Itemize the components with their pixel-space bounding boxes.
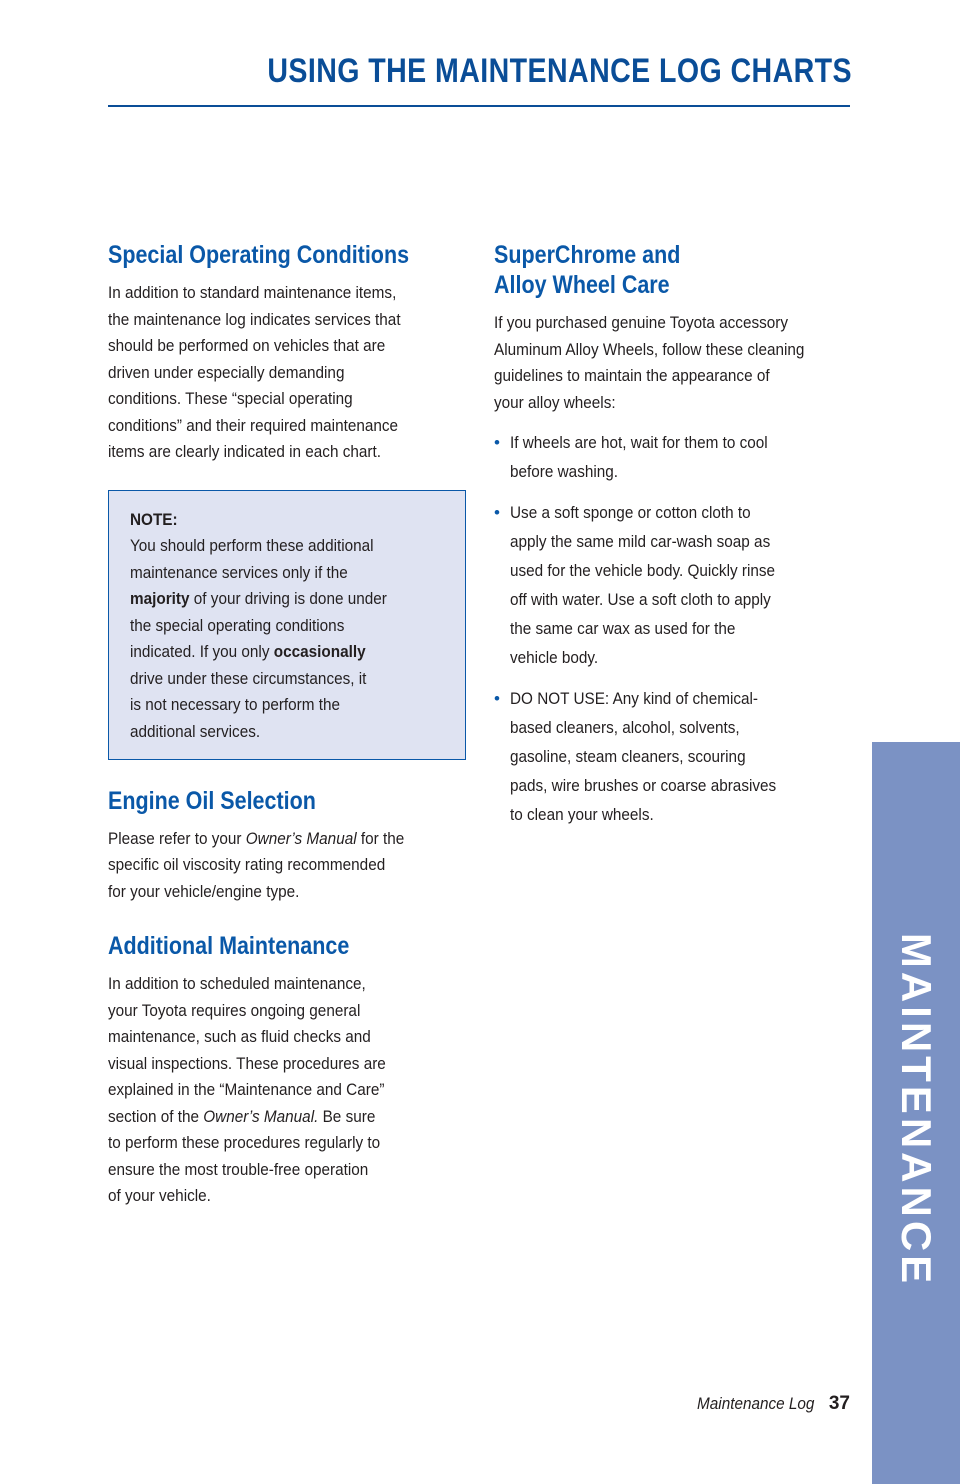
engine-oil-text — [108, 826, 432, 906]
wheel-care-section — [494, 240, 854, 829]
text-line: If you purchased genuine Toyota accessory — [494, 313, 789, 332]
text-line: specific oil viscosity rating recommended — [108, 855, 386, 874]
note-text — [130, 533, 432, 745]
note-line: drive under these circumstances, it — [130, 668, 367, 688]
footer-label: Maintenance Log — [697, 1394, 815, 1413]
heading-line: Alloy Wheel Care — [494, 271, 670, 299]
heading-line: SuperChrome and — [494, 241, 681, 269]
text-line: to perform these procedures regularly to — [108, 1133, 381, 1152]
special-conditions-text — [108, 280, 432, 466]
text-line: ensure the most trouble-free operation — [108, 1159, 369, 1179]
left-column — [108, 240, 468, 1210]
manual-reference: Owner’s Manual. — [203, 1106, 319, 1126]
page-number: 37 — [828, 1393, 850, 1414]
text-line: your Toyota requires ongoing general — [108, 1000, 361, 1020]
text-pre: Please refer to your — [108, 828, 246, 848]
text-line: If wheels are hot, wait for them to cool — [510, 433, 768, 452]
engine-oil-section — [108, 786, 468, 906]
engine-oil-heading: Engine Oil Selection — [108, 786, 316, 815]
text-line: vehicle body. — [510, 648, 599, 667]
note-line — [130, 639, 432, 666]
text-line: visual inspections. These procedures are — [108, 1053, 386, 1073]
manual-reference: Owner’s Manual — [245, 828, 357, 848]
section-tab-label: MAINTENANCE — [893, 932, 940, 1288]
right-column — [494, 240, 854, 841]
text-line — [108, 826, 432, 853]
note-emphasis: occasionally — [273, 642, 366, 661]
text-line: Use a soft sponge or cotton cloth to — [510, 503, 751, 522]
special-conditions-heading: Special Operating Conditions — [108, 241, 410, 269]
wheel-care-list — [494, 428, 854, 829]
text-line: maintenance, such as fluid checks and — [108, 1027, 371, 1046]
note-line: additional services. — [130, 721, 261, 741]
text-line — [108, 1104, 432, 1131]
title-rule — [108, 105, 850, 107]
list-item — [494, 684, 854, 829]
bullet-icon: • — [494, 503, 500, 522]
text-line: conditions” and their required maintenance — [108, 415, 399, 435]
text-line: DO NOT USE: Any kind of chemical- — [510, 689, 759, 708]
note-line-rest: of your driving is done under — [189, 589, 387, 608]
text-pre: section of the — [108, 1106, 204, 1126]
text-line: In addition to standard maintenance items, — [108, 283, 397, 302]
wheel-care-heading — [494, 240, 804, 300]
text-line: items are clearly indicated in each chart. — [108, 442, 381, 461]
list-item — [494, 428, 854, 486]
page-title: USING THE MAINTENANCE LOG CHARTS — [267, 52, 852, 90]
note-line: is not necessary to perform the — [130, 695, 341, 714]
text-line: conditions. These “special operating — [108, 389, 353, 408]
bullet-icon: • — [494, 689, 500, 708]
note-line: You should perform these additional — [130, 536, 374, 555]
text-post: for the — [356, 828, 405, 848]
text-line: based cleaners, alcohol, solvents, — [510, 718, 740, 737]
text-line: before washing. — [510, 462, 619, 481]
text-line: pads, wire brushes or coarse abrasives — [510, 776, 777, 795]
text-line: used for the vehicle body. Quickly rinse — [510, 561, 776, 580]
text-line: the same car wax as used for the — [510, 619, 736, 638]
note-label: NOTE: — [130, 509, 178, 529]
text-line: of your vehicle. — [108, 1186, 211, 1205]
list-item-text — [510, 428, 820, 486]
note-box — [108, 490, 466, 760]
additional-maintenance-text — [108, 971, 432, 1210]
text-line: your alloy wheels: — [494, 392, 616, 412]
text-line: driven under especially demanding — [108, 362, 345, 382]
text-line: explained in the “Maintenance and Care” — [108, 1080, 385, 1099]
note-line: the special operating conditions — [130, 615, 345, 635]
list-item — [494, 498, 854, 672]
text-line: for your vehicle/engine type. — [108, 881, 300, 901]
text-line: apply the same mild car-wash soap as — [510, 532, 771, 551]
wheel-care-intro — [494, 310, 818, 416]
note-emphasis: majority — [130, 589, 190, 608]
additional-maintenance-heading: Additional Maintenance — [108, 932, 350, 960]
bullet-icon: • — [494, 433, 500, 452]
note-line-pre: indicated. If you only — [130, 642, 274, 661]
special-conditions-section — [108, 240, 468, 466]
additional-maintenance-section — [108, 931, 468, 1210]
list-item-text — [510, 498, 820, 672]
text-line: guidelines to maintain the appearance of — [494, 366, 770, 385]
text-line: gasoline, steam cleaners, scouring — [510, 747, 746, 766]
section-tab-label-wrap — [872, 0, 960, 1484]
text-line: to clean your wheels. — [510, 805, 654, 824]
text-line: Aluminum Alloy Wheels, follow these cleaning — [494, 339, 805, 359]
page-footer — [684, 1393, 850, 1415]
text-line: the maintenance log indicates services that — [108, 309, 401, 329]
note-line — [130, 586, 432, 613]
text-line: should be performed on vehicles that are — [108, 336, 386, 355]
note-line: maintenance services only if the — [130, 562, 348, 582]
list-item-text — [510, 684, 820, 829]
text-line: In addition to scheduled maintenance, — [108, 974, 366, 993]
text-post: Be sure — [318, 1106, 376, 1126]
text-line: off with water. Use a soft cloth to apply — [510, 590, 771, 609]
